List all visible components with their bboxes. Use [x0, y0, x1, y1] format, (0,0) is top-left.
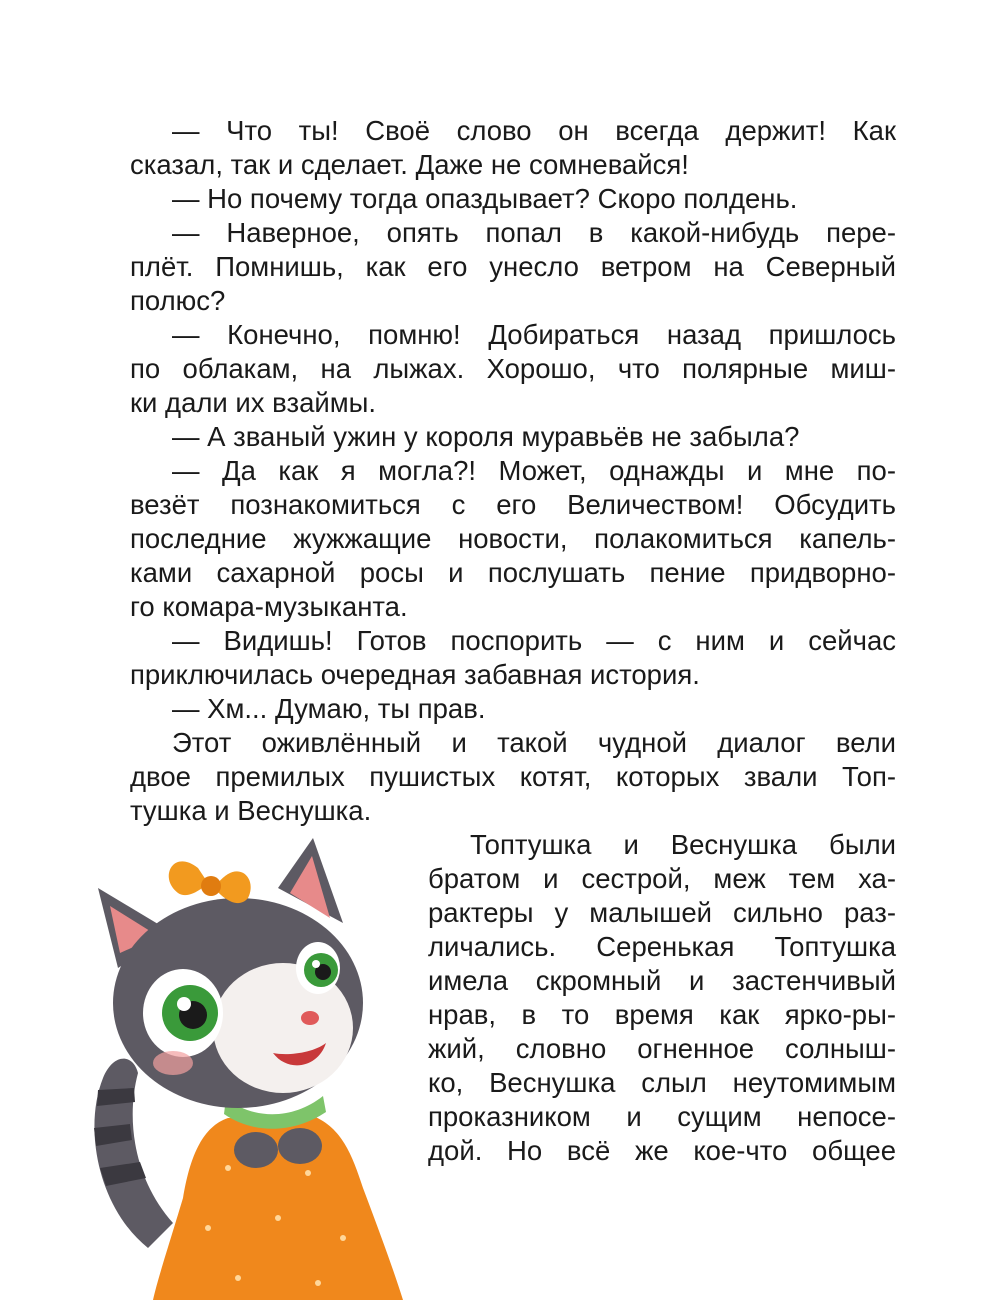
- text-line: дой. Но всё же кое-что общее: [428, 1135, 896, 1166]
- text-line: — Хм... Думаю, ты прав.: [172, 693, 486, 724]
- text-line: по облакам, на лыжах. Хорошо, что полярные миш-: [130, 353, 896, 384]
- text-line: тушка и Веснушка.: [130, 795, 372, 826]
- text-line: проказником и сущим непосе-: [428, 1101, 896, 1132]
- text-line: полюс?: [130, 285, 226, 316]
- text-line: жий, словно огненное солныш-: [428, 1033, 896, 1064]
- text-line: нрав, в то время как ярко-ры-: [428, 999, 896, 1030]
- text-line: везёт познакомиться с его Величеством! Обсудить: [130, 489, 896, 520]
- text-line: — Да как я могла?! Может, однажды и мне по-: [172, 455, 896, 486]
- text-line: имела скромный и застенчивый: [428, 965, 896, 996]
- text-line: — Видишь! Готов поспорить — с ним и сейчас: [172, 625, 896, 656]
- text-line: сказал, так и сделает. Даже не сомневайся!: [130, 149, 689, 180]
- text-line: — Что ты! Своё слово он всегда держит! Как: [172, 115, 896, 146]
- text-line: ко, Веснушка слыл неутомимым: [428, 1067, 896, 1098]
- bow: [169, 861, 251, 903]
- dress: [153, 1116, 403, 1300]
- text-line: ками сахарной росы и послушать пение придворно-: [130, 557, 896, 588]
- kitten-illustration: [78, 828, 408, 1300]
- text-line: го комара-музыканта.: [130, 591, 408, 622]
- text-line: последние жужжащие новости, полакомиться капель-: [130, 523, 896, 554]
- text-line: плёт. Помнишь, как его унесло ветром на Северный: [130, 251, 896, 282]
- text-line: двое премилых пушистых котят, которых звали Топ-: [130, 761, 896, 792]
- text-line: Топтушка и Веснушка были: [470, 829, 896, 860]
- text-line: — Конечно, помню! Добираться назад пришлось: [172, 319, 896, 350]
- text-line: ки дали их взаймы.: [130, 387, 377, 418]
- text-line: братом и сестрой, меж тем ха-: [428, 863, 896, 894]
- text-line: — Наверное, опять попал в какой-нибудь пере-: [172, 217, 896, 248]
- text-line: — А званый ужин у короля муравьёв не забыла?: [172, 421, 800, 452]
- text-line: — Но почему тогда опаздывает? Скоро полдень.: [172, 183, 798, 214]
- text-line: личались. Серенькая Топтушка: [428, 931, 896, 962]
- text-line: приключилась очередная забавная история.: [130, 659, 700, 690]
- text-line: Этот оживлённый и такой чудной диалог вели: [172, 727, 896, 758]
- tail: [94, 1059, 173, 1248]
- text-line: рактеры у малышей сильно раз-: [428, 897, 896, 928]
